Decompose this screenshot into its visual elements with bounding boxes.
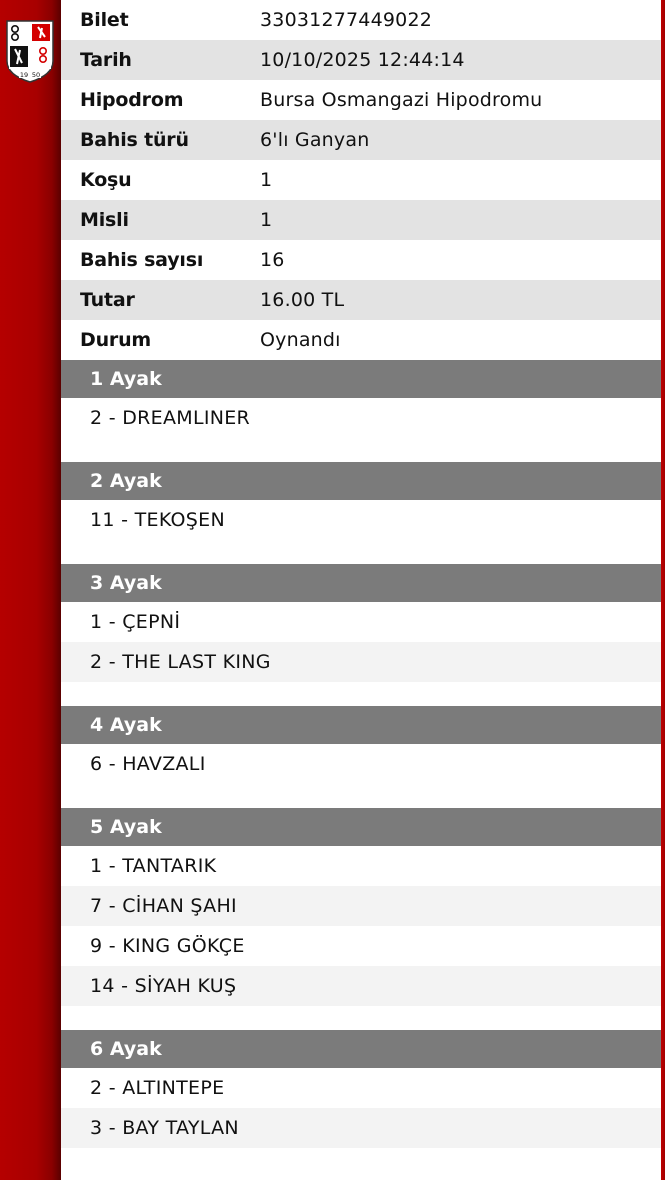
info-row	[61, 320, 661, 360]
left-sidebar	[0, 0, 61, 1180]
leg-spacer	[61, 784, 661, 808]
horse-selection: 11 - TEKOŞEN	[90, 509, 225, 531]
club-crest-logo-icon	[5, 19, 55, 83]
info-label: Bilet	[80, 9, 129, 31]
legs-list	[61, 360, 661, 1172]
info-value: 16	[260, 249, 285, 271]
horse-selection: 1 - TANTARIK	[90, 855, 217, 877]
horse-selection: 9 - KING GÖKÇE	[90, 935, 245, 957]
horse-selection: 2 - DREAMLINER	[90, 407, 251, 429]
info-label: Tutar	[80, 289, 135, 311]
leg-header: 4 Ayak	[61, 706, 661, 744]
info-label: Misli	[80, 209, 129, 231]
horse-selection: 6 - HAVZALI	[90, 753, 206, 775]
leg-spacer	[61, 1148, 661, 1172]
leg-spacer	[61, 438, 661, 462]
leg-spacer	[61, 682, 661, 706]
info-row	[61, 160, 661, 200]
info-label: Hipodrom	[80, 89, 184, 111]
horse-selection: 7 - CİHAN ŞAHI	[61, 886, 661, 926]
info-row	[61, 200, 661, 240]
info-value: 6'lı Ganyan	[260, 129, 370, 151]
info-row	[61, 80, 661, 120]
info-label: Bahis türü	[80, 129, 189, 151]
info-row	[61, 120, 661, 160]
info-row	[61, 240, 661, 280]
info-value: Bursa Osmangazi Hipodromu	[260, 89, 543, 111]
horse-selection: 14 - SİYAH KUŞ	[61, 966, 661, 1006]
leg-header: 3 Ayak	[61, 564, 661, 602]
leg-header: 2 Ayak	[61, 462, 661, 500]
leg-spacer	[61, 1006, 661, 1030]
info-value: 10/10/2025 12:44:14	[260, 49, 465, 71]
info-label: Bahis sayısı	[80, 249, 204, 271]
info-row	[61, 40, 661, 80]
info-value: 33031277449022	[260, 9, 433, 31]
logo-year-left: 19	[19, 71, 29, 79]
info-value: 1	[260, 169, 273, 191]
leg-header: 6 Ayak	[61, 1030, 661, 1068]
right-edge-bar	[661, 0, 665, 1180]
info-label: Koşu	[80, 169, 132, 191]
info-value: Oynandı	[260, 329, 341, 351]
info-label: Tarih	[80, 49, 132, 71]
leg-header: 1 Ayak	[61, 360, 661, 398]
info-label: Durum	[80, 329, 151, 351]
leg-header: 5 Ayak	[61, 808, 661, 846]
info-value: 16.00 TL	[260, 289, 345, 311]
horse-selection: 3 - BAY TAYLAN	[61, 1108, 661, 1148]
horse-selection: 2 - ALTINTEPE	[90, 1077, 225, 1099]
info-row	[61, 280, 661, 320]
info-value: 1	[260, 209, 273, 231]
ticket-info-table	[61, 0, 661, 360]
leg-spacer	[61, 540, 661, 564]
logo-year-right: 50	[31, 71, 41, 79]
info-row	[61, 0, 661, 40]
horse-selection: 1 - ÇEPNİ	[90, 611, 181, 633]
horse-selection: 2 - THE LAST KING	[61, 642, 661, 682]
ticket-detail-panel	[61, 0, 661, 1172]
